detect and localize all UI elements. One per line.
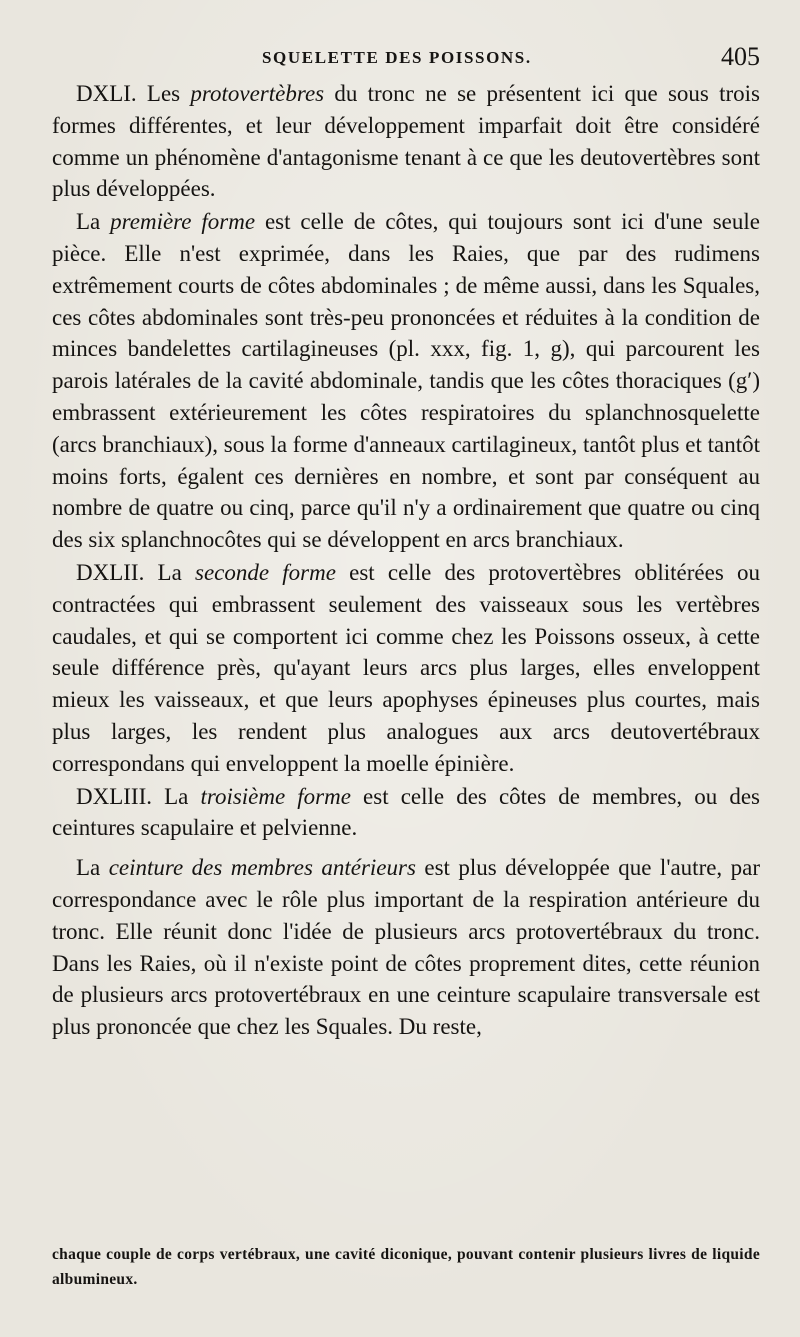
footnote	[52, 1242, 760, 1292]
body-text	[52, 78, 760, 1043]
running-head	[52, 40, 760, 78]
paragraph-dxliii: DXLIII. La troisième forme est celle des côtes de membres, ou des ceintures scapulaire et pelvienne.	[52, 783, 760, 841]
running-title: SQUELETTE DES POISSONS.	[262, 48, 532, 67]
footnote-text: chaque couple de corps vertébraux, une cavité diconique, pouvant contenir plusieurs livres de liquide albumineux.	[52, 1246, 760, 1288]
paragraph-ceinture: La ceinture des membres antérieurs est plus développée que l'autre, par correspondance avec le rôle plus important de la respiration antérieure du tronc. Elle réunit donc l'idée de plusieurs arcs protovertébraux du tronc. Dans les Raies, où il n'existe point de côtes proprement dites, cette réunion de plusieurs arcs protovertébraux en une ceinture scapulaire transversale est plus prononcée que chez les Squales. Du reste,	[52, 855, 760, 1040]
paragraph-dxlii: DXLII. La seconde forme est celle des protovertèbres oblitérées ou contractées qui embrassent seulement des vaisseaux sous les vertèbres caudales, et qui se comportent ici comme chez les Poissons osseux, à cette seule différence près, qu'ayant leurs arcs plus larges, elles enveloppent mieux les vaisseaux, et que leurs apophyses épineuses plus courtes, mais plus larges, les rendent plus analogues aux arcs deutovertébraux correspondans qui enveloppent la moelle épinière.	[52, 559, 760, 776]
paragraph-premiere-forme: La première forme est celle de côtes, qui toujours sont ici d'une seule pièce. Elle n'est exprimée, dans les Raies, que par des rudimens extrêmement courts de côtes abdominales ; de même aussi, dans les Squales, ces côtes abdominales sont très-peu prononcées et réduites à la condition de minces bandelettes cartilagineuses (pl. xxx, fig. 1, g), qui parcourent les parois latérales de la cavité abdominale, tandis que les côtes thoraciques (g′) embrassent extérieurement les côtes respiratoires du splanchnosquelette (arcs branchiaux), sous la forme d'anneaux cartilagineux, tantôt plus et tantôt moins forts, égalent ces dernières en nombre, et sont par conséquent au nombre de quatre ou cinq, parce qu'il n'y a ordinairement que quatre ou cinq des six splanchnocôtes qui se développent en arcs branchiaux.	[52, 209, 760, 553]
paragraph-dxli: DXLI. Les protovertèbres du tronc ne se présentent ici que sous trois formes différentes, et leur développement imparfait doit être considéré comme un phénomène d'antagonisme tenant à ce que les deutovertèbres sont plus développées.	[52, 81, 760, 202]
page-number: 405	[721, 42, 760, 71]
